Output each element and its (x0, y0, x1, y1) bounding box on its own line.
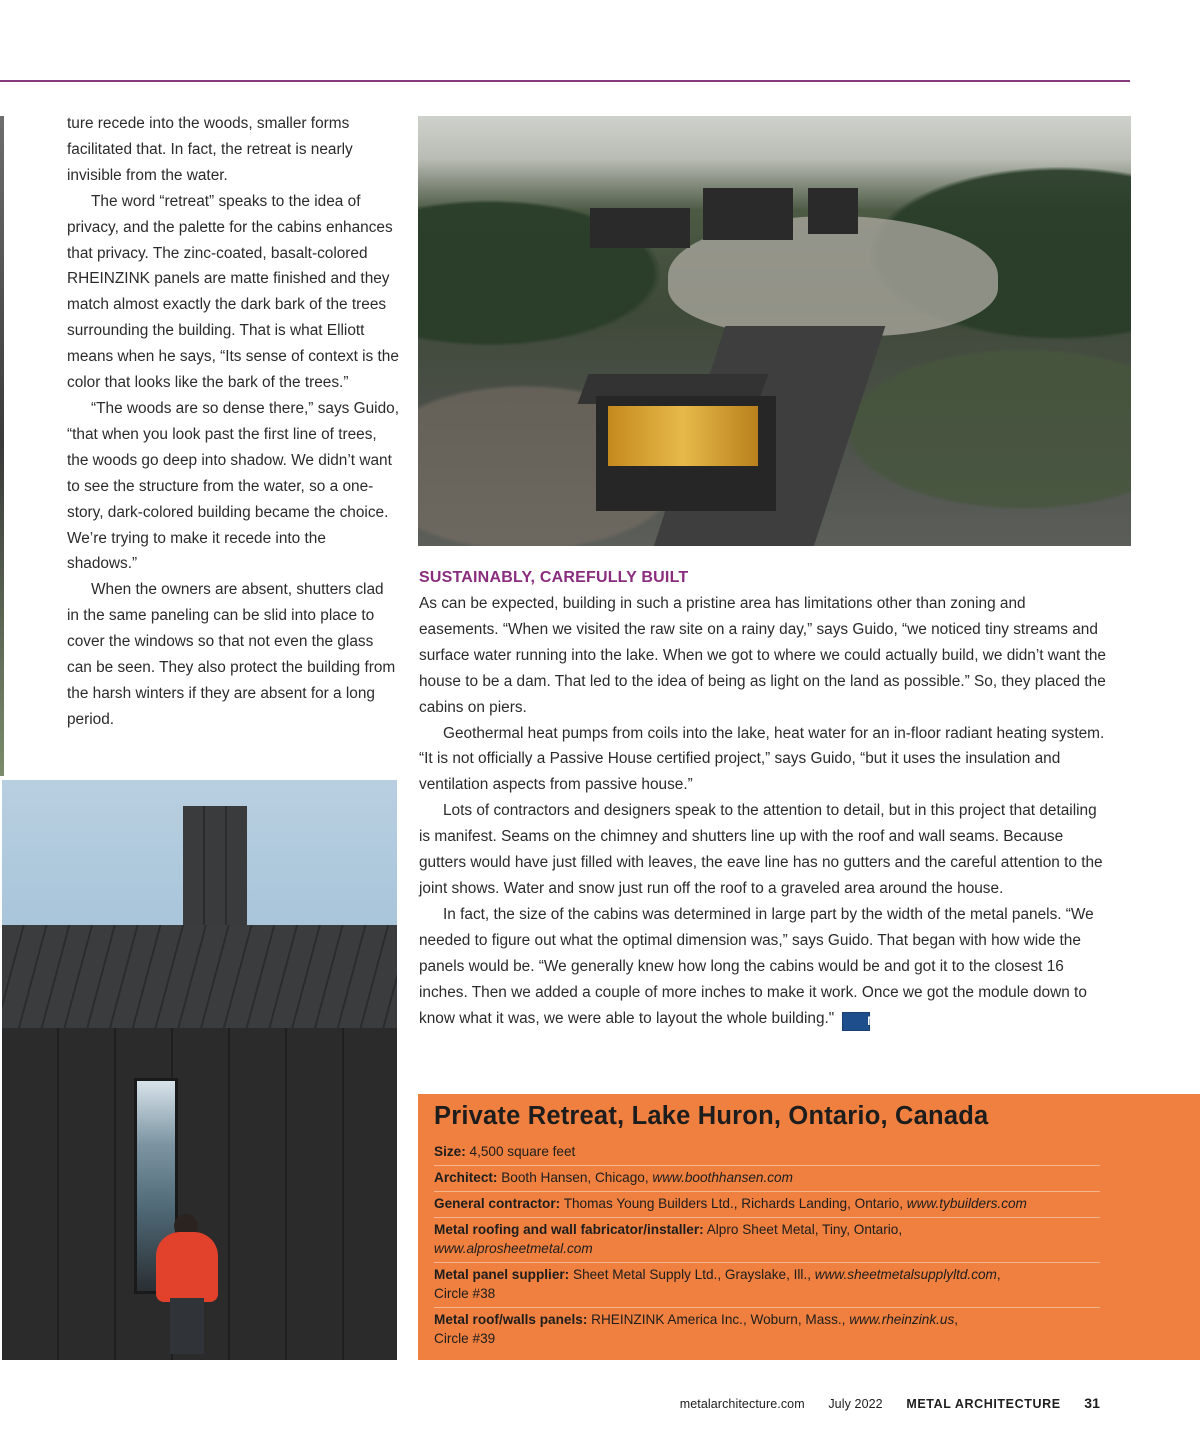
aerial-cabins-photo (418, 116, 1131, 546)
credit-label: Architect: (434, 1170, 498, 1185)
credit-url[interactable]: www.tybuilders.com (906, 1196, 1027, 1211)
left-paragraph-4: When the owners are absent, shutters clad in the same paneling can be slid into place to cover the windows so that not even the glass can be seen. They also protect the building from the harsh winters if they are absent for a long period. (67, 581, 396, 728)
left-paragraph-1: ture recede into the woods, smaller forms facilitated that. In fact, the retreat is nearly invisible from the water. (67, 115, 353, 184)
credit-row (434, 1166, 1100, 1192)
credit-url[interactable]: www.sheetmetalsupplyltd.com (814, 1267, 997, 1282)
project-credits (434, 1140, 1100, 1352)
credit-text: Sheet Metal Supply Ltd., Grayslake, Ill., (573, 1267, 812, 1282)
credit-row: Metal panel supplier: Sheet Metal Supply Ltd., Grayslake, Ill., www.sheetmetalsupplyltd.com, Circle #38 (434, 1263, 1100, 1308)
cabin-left (590, 208, 690, 248)
credit-url[interactable]: www.rheinzink.us (849, 1312, 955, 1327)
credit-text: Thomas Young Builders Ltd., Richards Landing, Ontario, (563, 1196, 903, 1211)
credit-url[interactable]: www.boothhansen.com (652, 1170, 793, 1185)
credit-row (434, 1218, 1100, 1263)
left-text-column (67, 111, 399, 733)
cabin-wall-photo (2, 780, 397, 1360)
right-paragraph-2: Geothermal heat pumps from coils into the lake, heat water for an in-floor radiant heating system. “It is not officially a Passive House certified project,” says Guido, “but it uses the insulation and ventilation aspects from passive house.” (419, 724, 1105, 794)
credit-label: Size: (434, 1144, 466, 1159)
project-info-box (418, 1094, 1200, 1360)
section-heading: SUSTAINABLY, CAREFULLY BUILT (419, 569, 689, 586)
right-paragraph-4-text: In fact, the size of the cabins was determined in large part by the width of the metal panels. “We needed to figure out what the optimal dimension was,” says Guido. That began with how wide the panels would be. “We generally knew how long the cabins would be and got it to the closest 16 inches. Then we added a couple of more inches to make it work. Once we got the module down to know what it was, we were able to layout the whole building." (419, 905, 1094, 1027)
cabin-right (808, 188, 858, 234)
page-footer (660, 1395, 1100, 1411)
credit-url[interactable]: www.alprosheetmetal.com (434, 1241, 593, 1256)
credit-row (434, 1140, 1100, 1166)
top-rule (0, 80, 1130, 82)
credit-label: Metal panel supplier: (434, 1267, 570, 1282)
right-text-column (419, 565, 1109, 1031)
person-legs (170, 1298, 204, 1354)
credit-text: Alpro Sheet Metal, Tiny, Ontario, (706, 1222, 903, 1237)
previous-page-photo-edge (0, 116, 4, 776)
right-paragraph-3: Lots of contractors and designers speak to the attention to detail, but in this project that detailing is manifest. Seams on the chimney and shutters line up with the roof and wall seams. Because gutters would have just filled with leaves, the eave line has no gutters and the careful attention to the joint shows. Water and snow just run off the roof to a graveled area around the house. (419, 802, 1103, 897)
standing-seam-roof (2, 925, 397, 1030)
left-paragraph-3: “The woods are so dense there,” says Guido, “that when you look past the first line of trees, the woods go deep into shadow. We didn’t want to see the structure from the water, so a one-story, dark-colored building became the choice. We’re trying to make it recede into the shadows.” (67, 399, 399, 573)
credit-text: RHEINZINK America Inc., Woburn, Mass., (591, 1312, 846, 1327)
credit-row: Metal roof/walls panels: RHEINZINK America Inc., Woburn, Mass., www.rheinzink.us, Circle #39 (434, 1312, 959, 1346)
reader-service-circle: Circle #38 (434, 1286, 496, 1301)
right-paragraph-4 (419, 902, 1109, 1032)
cabin-center (703, 188, 793, 240)
left-paragraph-2: The word “retreat” speaks to the idea of privacy, and the palette for the cabins enhances that privacy. The zinc-coated, basalt-colored RHEINZINK panels are matte finished and they match almost exactly the dark bark of the trees surrounding the building. That is what Elliott means when he says, “Its sense of context is the color that looks like the bark of the trees.” (67, 192, 399, 392)
right-paragraph-1: As can be expected, building in such a pristine area has limitations other than zoning and easements. “When we visited the raw site on a rainy day,” says Guido, “we noticed tiny streams and surface water running into the lake. When we got to where we could actually build, we didn’t want the house to be a dam. That led to the idea of being as light on the land as possible.” So, they placed the cabins on piers. (419, 595, 1106, 716)
footer-magazine: METAL ARCHITECTURE (906, 1397, 1061, 1411)
credit-row (434, 1192, 1100, 1218)
ma-end-mark-icon: Ma (842, 1012, 870, 1031)
credit-label: General contractor: (434, 1196, 561, 1211)
footer-date: July 2022 (828, 1397, 883, 1411)
project-title: Private Retreat, Lake Huron, Ontario, Canada (434, 1102, 989, 1130)
page-number: 31 (1084, 1395, 1100, 1411)
footer-site: metalarchitecture.com (679, 1397, 805, 1411)
credit-label: Metal roofing and wall fabricator/installer: (434, 1222, 704, 1237)
pavilion-lit-windows (608, 406, 758, 466)
credit-label: Metal roof/walls panels: (434, 1312, 588, 1327)
credit-text: Booth Hansen, Chicago, (501, 1170, 649, 1185)
credit-text: 4,500 square feet (469, 1144, 576, 1159)
reader-service-circle: Circle #39 (434, 1331, 496, 1346)
person-red-jacket (156, 1232, 218, 1302)
